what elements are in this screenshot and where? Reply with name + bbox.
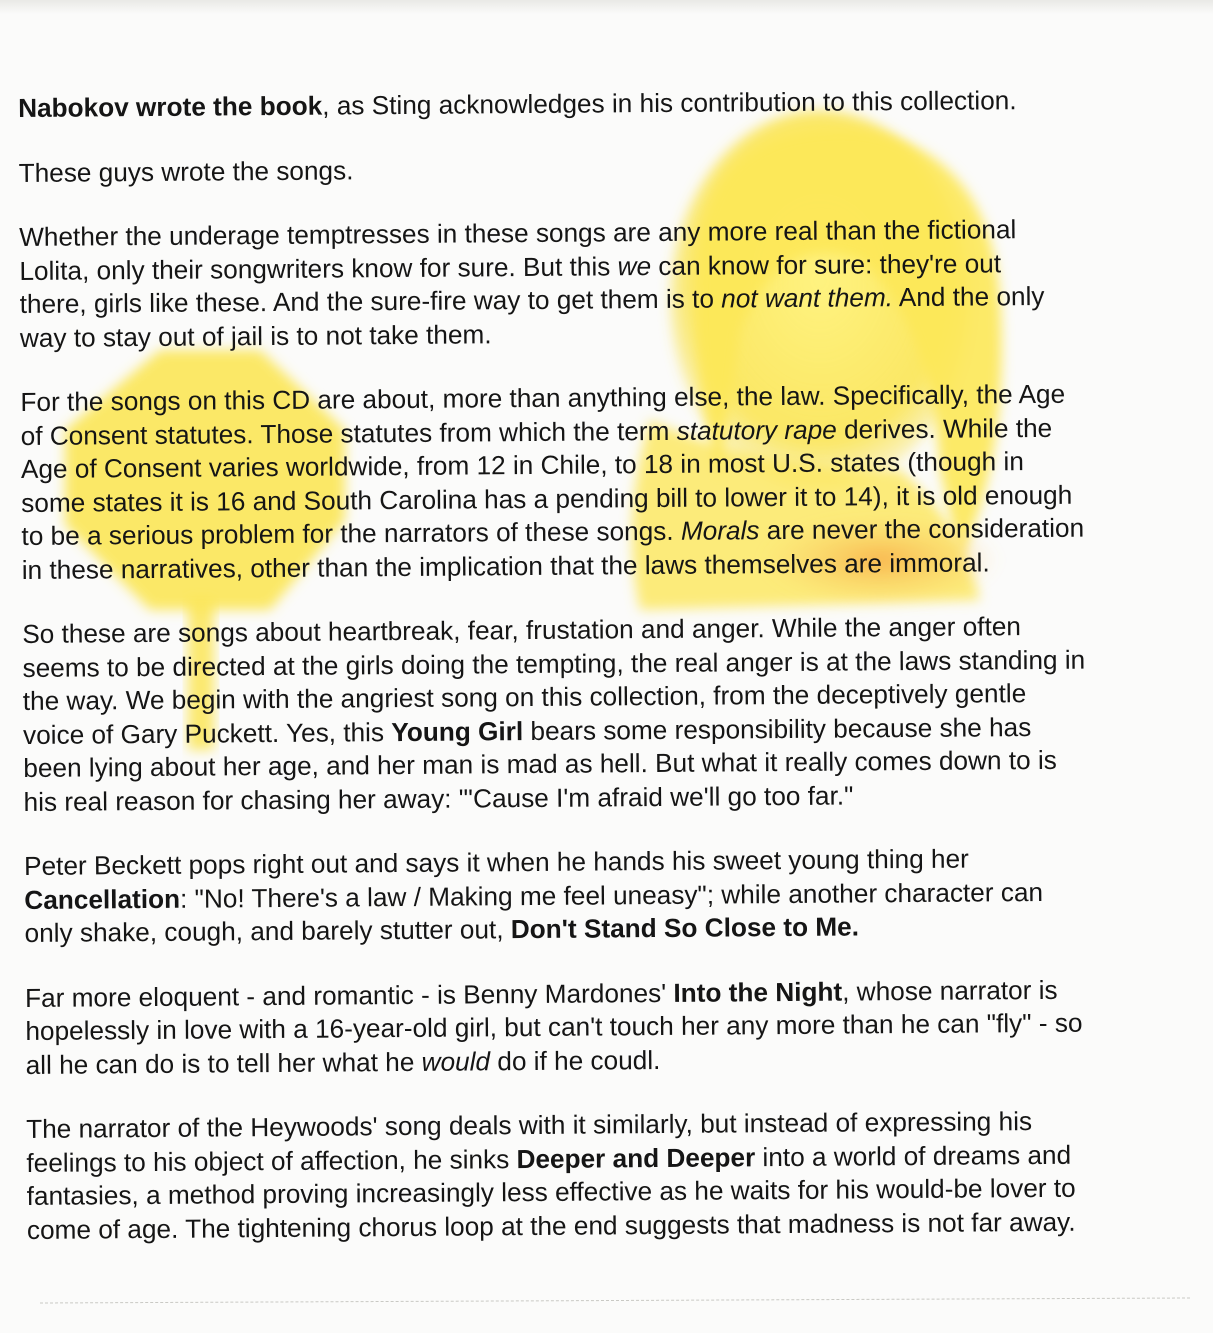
text-run: And the only: [892, 280, 1045, 313]
paragraph: [19, 212, 1210, 355]
text-run: of Consent statutes. Those statutes from which the term: [20, 415, 677, 451]
italic-text: not want them.: [721, 282, 894, 314]
paragraph: [19, 147, 1209, 190]
paragraph: [25, 972, 1213, 1082]
text-run: do if he coudl.: [489, 1044, 661, 1076]
text-run: all he can do is to tell her what he: [25, 1046, 422, 1080]
text-run: Peter Beckett pops right out and says it when he hands his sweet young thing her: [23, 843, 969, 881]
text-run: Age of Consent varies worldwide, from 12 in Chile, to 18 in most U.S. states (though in: [20, 446, 1024, 484]
text-run: : "No! There's a law / Making me feel uneasy"; while another character can: [179, 876, 1044, 914]
paragraph: [24, 841, 1213, 951]
text-run: are never the consideration: [759, 512, 1085, 546]
text-run: there, girls like these. And the sure-fire way to get them is to: [19, 283, 722, 319]
text-run: hopelessly in love with a 16-year-old girl, but can't touch her any more than he can "fly" - so: [25, 1007, 1083, 1046]
bold-text: Nabokov wrote the book: [18, 90, 323, 123]
text-run: , as Sting acknowledges in his contribution to this collection.: [322, 85, 1017, 121]
text-run: derives. While the: [836, 412, 1053, 445]
bold-text: Don't Stand So Close to Me.: [510, 911, 860, 945]
bold-text: Young Girl: [391, 715, 524, 747]
document-body: [18, 83, 1213, 1278]
text-run: come of age. The tightening chorus loop at the end suggests that madness is not far away.: [26, 1206, 1076, 1245]
text-run: can know for sure: they're out: [650, 247, 1002, 281]
text-run: way to stay out of jail is to not take them.: [19, 318, 492, 353]
italic-text: would: [421, 1045, 491, 1077]
text-run: Lolita, only their songwriters know for sure. But this: [19, 250, 618, 286]
text-run: voice of Gary Puckett. Yes, this: [22, 716, 392, 750]
text-run: into a world of dreams and: [755, 1139, 1072, 1172]
italic-text: we: [617, 250, 652, 281]
paragraph: [26, 1104, 1213, 1247]
text-run: in these narratives, other than the implication that the laws themselves are immoral.: [21, 546, 990, 585]
text-run: The narrator of the Heywoods' song deals with it similarly, but instead of expressing his: [26, 1106, 1033, 1144]
paragraph: [22, 609, 1213, 819]
paragraph: [20, 377, 1212, 587]
text-run: the way. We begin with the angriest song on this collection, from the deceptively gentle: [22, 678, 1027, 716]
italic-text: statutory rape: [676, 414, 837, 446]
text-run: some states it is 16 and South Carolina has a pending bill to lower it to 14), it is old enough: [21, 479, 1073, 518]
text-run: seems to be directed at the girls doing the tempting, the real anger is at the laws standing in: [22, 644, 1086, 683]
text-run: These guys wrote the songs.: [18, 154, 354, 188]
text-run: bears some responsibility because she has: [523, 711, 1032, 746]
text-run: , whose narrator is: [842, 974, 1058, 1007]
text-run: to be a serious problem for the narrators of these songs.: [21, 515, 681, 551]
text-run: For the songs on this CD are about, more than anything else, the law. Specifically, the Age: [20, 378, 1066, 417]
bold-text: Into the Night: [673, 976, 843, 1008]
text-run: fantasies, a method proving increasingly less effective as he waits for his would-be lover to: [26, 1172, 1076, 1211]
bold-text: Deeper and Deeper: [516, 1141, 756, 1174]
text-run: his real reason for chasing her away: "'Cause I'm afraid we'll go too far.": [23, 779, 854, 817]
text-run: only shake, cough, and barely stutter out,: [24, 914, 511, 948]
text-run: So these are songs about heartbreak, fear, frustation and anger. While the anger often: [22, 611, 1022, 649]
text-run: Whether the underage temptresses in these songs are any more real than the fictional: [19, 214, 1017, 252]
text-line: [19, 147, 1209, 190]
text-run: feelings to his object of affection, he sinks: [26, 1143, 517, 1178]
text-run: Far more eloquent - and romantic - is Benny Mardones': [24, 977, 674, 1013]
bold-text: Cancellation: [24, 883, 181, 915]
text-run: been lying about her age, and her man is mad as hell. But what it really comes down to is: [23, 744, 1057, 783]
italic-text: Morals: [680, 515, 760, 546]
